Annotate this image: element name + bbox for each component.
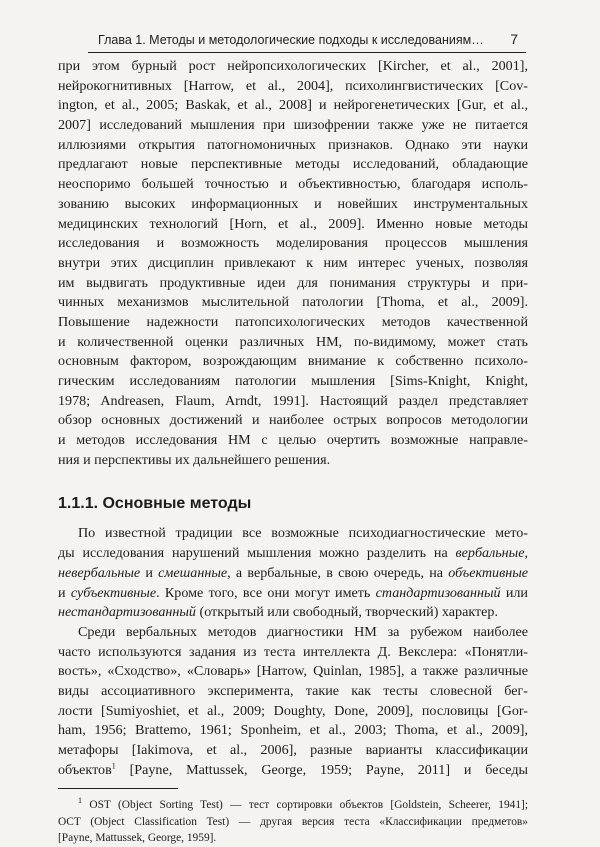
page-number: 7 [510,31,518,47]
section-heading: 1.1.1. Основные методы [58,495,252,513]
text-line: иллюзиями открытия патогномоничных признаков. Однако эти науки [58,136,528,153]
text-line: зованию высоких информационных и новейших инструментальных [58,195,528,212]
text-line: нестандартизованный (открытый или свободный, творческий) характер. [58,604,498,621]
text-line: внутри этих дисциплин привлекают к ним интерес ученых, позволяя [58,254,528,271]
chapter-title: Глава 1. Методы и методологические подходы к исследованиям… [98,33,484,47]
text-line: ham, 1956; Brattemo, 1961; Sponheim, et al., 2003; Thoma, et al., 2009], [58,722,528,739]
text-line: невербальные и смешанные, а вербальные, в свою очередь, на объективные [58,564,528,581]
term-standardized: стандартизованный [375,584,501,601]
text-line: вость», «Сходство», «Словарь» [Harrow, Quinlan, 1985], а также различные [58,663,528,680]
footnote-mark: 1 [78,797,82,806]
text-line: чинных механизмов мыслительной патологии [Thoma, et al., 2009]. [58,294,528,311]
term-subjective: субъективные [70,584,157,601]
footnote-line: OCT (Object Classification Test) — другая версия теста «Классификации предметов» [58,815,528,828]
paragraph-verbal-methods-lines [58,623,528,761]
text-line: гическим исследованиям патологии мышления [Sims-Knight, Knight, [58,373,528,389]
term-verbal: вербальные [455,545,525,562]
term-nonverbal: невербальные [58,564,141,581]
paragraph-verbal-methods [58,623,528,781]
text-line: и количественной оценки различных НМ, по-видимому, может стать [58,333,528,350]
text-line: ния и перспективы их дальнейшего решения. [58,451,331,468]
text-line: 1978; Andreasen, Flaum, Arndt, 1991]. Настоящий раздел представляет [58,392,528,409]
text-line: обзор основных достижений и наиболее острых вопросов методологии [58,412,528,429]
text-line: ды исследования нарушений мышления можно разделить на вербальные, [58,545,528,562]
text-line: метафоры [Iakimova, et al., 2006], разные варианты классификации [58,742,528,758]
term-nonstandardized: нестандартизованный [58,604,196,621]
page-body [58,57,528,847]
running-header [88,28,526,53]
text-line: лости [Sumiyoshiet, et al., 2009; Doughty, Done, 2009], пословицы [Gor- [58,702,528,719]
text-line: при этом бурный рост нейропсихологических [Kircher, et al., 2001], [58,58,528,74]
text-line: нейрокогнитивных [Harrow, et al., 2004], психолингвистических [Cov- [58,77,528,94]
text-line: Повышение надежности патопсихологических методов качественной [58,313,528,330]
intro-paragraph [58,57,528,470]
text-line: виды ассоциативного эксперимента, такие как тесты словесной бег- [58,682,528,699]
term-objective: объективные [448,564,528,581]
text-line: По известной традиции все возможные психодиагностические мето- [78,525,528,542]
text-line: им выдвигать продуктивные идеи для понимания структуры и при- [58,274,528,291]
text-line: и методов исследования НМ с целью очертить возможные направле- [58,432,528,449]
footnote-divider [58,788,178,789]
text-line: часто используются задания из теста интеллекта Д. Векслера: «Понятли- [58,643,528,660]
paragraph-methods-classification [58,524,528,622]
text-line: предлагают новые перспективные методы исследований, обладающие [58,156,528,173]
text-line: Среди вербальных методов диагностики НМ за рубежом наиболее [78,623,528,640]
text-line: 2007] исследований мышления при шизофрении также уже не питается [58,117,528,134]
footnote [58,797,528,847]
text-line: и субъективные. Кроме того, все они могут иметь стандартизованный или [58,584,528,601]
footnote-ref[interactable]: 1 [111,761,116,770]
text-line: исследования и возможность моделирования процессов мышления [58,235,528,252]
footnote-line: $^1$ OST (Object Sorting Test) — тест сортировки объектов [Goldstein, Scheerer, 1941]; [78,797,528,812]
footnote-line: [Payne, Mattussek, George, 1959]. [58,832,217,845]
text-line: объектов$^1$ [Payne, Mattussek, George, 1959; Payne, 2011] и беседы [58,761,528,778]
text-line: медицинских технологий [Horn, et al., 2009]. Именно новые методы [58,215,528,232]
term-mixed: смешанные [158,564,228,581]
text-line: основным фактором, возрождающим внимание к собственно психоло- [58,353,528,370]
text-line: ington, et al., 2005; Baskak, et al., 2008] и нейрогенетических [Gur, et al., [58,97,528,114]
text-line: неоспоримо большей точностью и объективностью, благодаря исполь- [58,176,528,193]
